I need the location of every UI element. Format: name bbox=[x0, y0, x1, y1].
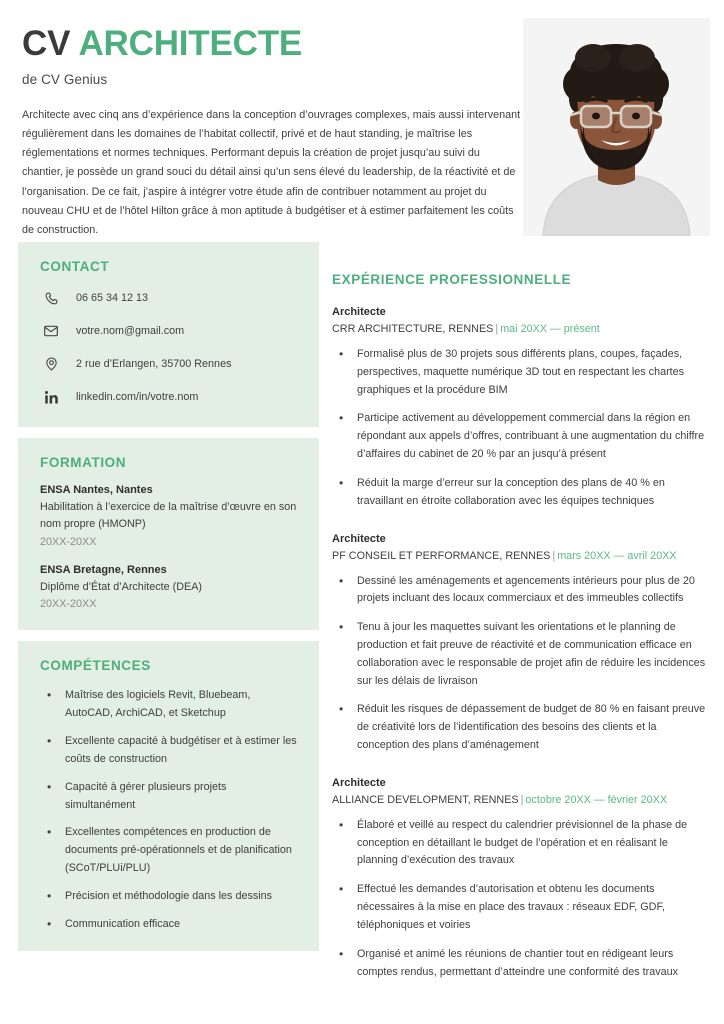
location-pin-icon bbox=[40, 354, 62, 374]
list-item: • Formalisé plus de 30 projets sous différents plans, coupes, façades, perspectives, maquette numérique 3D tout en respectant les chartes graphiques et la procédure BIM bbox=[332, 346, 710, 399]
job-meta bbox=[332, 794, 710, 806]
contact-item-address[interactable] bbox=[40, 354, 299, 374]
formation-panel bbox=[18, 438, 319, 630]
contact-panel-title: CONTACT bbox=[40, 259, 110, 274]
list-item: • Réduit les risques de dépassement de budget de 80 % en faisant preuve de créativité lors de l’identification des besoins des clients et la conception des plans d’aménagement bbox=[332, 701, 710, 754]
contact-item-linkedin[interactable] bbox=[40, 387, 299, 407]
experience-entry bbox=[332, 306, 710, 511]
page-title-second: ARCHITECTE bbox=[78, 24, 303, 63]
sidebar bbox=[18, 242, 319, 962]
list-item: • Excellente capacité à budgétiser et à estimer les coûts de construction bbox=[40, 733, 299, 769]
contact-list bbox=[40, 288, 299, 407]
experience-section bbox=[332, 272, 710, 992]
profile-photo-illustration bbox=[523, 18, 710, 236]
cv-header bbox=[0, 0, 724, 242]
education-dates: 20XX-20XX bbox=[40, 535, 97, 548]
title-block bbox=[22, 26, 522, 87]
page-title bbox=[22, 26, 522, 63]
job-meta bbox=[332, 550, 710, 562]
experience-section-title: EXPÉRIENCE PROFESSIONNELLE bbox=[332, 272, 572, 287]
competences-panel-title: COMPÉTENCES bbox=[40, 658, 151, 674]
list-item: • Précision et méthodologie dans les dessins bbox=[40, 888, 299, 906]
education-degree: Diplôme d’État d’Architecte (DEA) bbox=[40, 580, 203, 593]
job-company: PF CONSEIL ET PERFORMANCE, RENNES bbox=[332, 549, 551, 562]
envelope-icon bbox=[40, 321, 62, 341]
list-item: • Maîtrise des logiciels Revit, Bluebeam, AutoCAD, ArchiCAD, et Sketchup bbox=[40, 687, 299, 723]
contact-value-phone: 06 65 34 12 13 bbox=[76, 291, 149, 304]
formation-panel-title: FORMATION bbox=[40, 455, 127, 470]
list-item: • Élaboré et veillé au respect du calendrier prévisionnel de la phase de conception en détaillant le budget de l’opération et en réalisant le planning d’exécution des travaux bbox=[332, 817, 710, 870]
job-separator: | bbox=[520, 793, 524, 806]
job-bullets bbox=[332, 573, 710, 755]
list-item: • Capacité à gérer plusieurs projets simultanément bbox=[40, 779, 299, 815]
job-dates: mars 20XX — avril 20XX bbox=[557, 549, 677, 562]
page-subtitle: de CV Genius bbox=[22, 71, 108, 87]
job-dates: mai 20XX — présent bbox=[500, 323, 600, 335]
competences-list bbox=[40, 687, 299, 933]
list-item: • Organisé et animé les réunions de chantier tout en rédigeant leurs comptes rendus, permettant d’atteindre une conformité des travaux bbox=[332, 946, 710, 982]
cv-body bbox=[0, 242, 724, 1024]
list-item: • Dessiné les aménagements et agencements intérieurs pour plus de 20 projets incluant des locaux commerciaux et des immeubles collectifs bbox=[332, 573, 710, 609]
list-item: • Tenu à jour les maquettes suivant les orientations et le planning de production et fait preuve de réactivité et de communication efficace en collaboration avec le responsable de projet afin de réduire les incidences sur les délais de livraison bbox=[332, 619, 710, 690]
contact-value-linkedin: linkedin.com/in/votre.nom bbox=[76, 390, 199, 403]
profile-photo bbox=[523, 18, 710, 236]
list-item: • Excellentes compétences en production de documents pré-opérationnels et de planification (SCoT/PLUi/PLU) bbox=[40, 824, 299, 877]
competences-panel bbox=[18, 641, 319, 951]
experience-entry bbox=[332, 777, 710, 982]
job-title: Architecte bbox=[332, 306, 386, 318]
education-school: ENSA Nantes, Nantes bbox=[40, 484, 153, 496]
education-entry bbox=[40, 484, 299, 548]
contact-panel bbox=[18, 242, 319, 427]
page-title-first: CV bbox=[22, 24, 71, 63]
experience-entry bbox=[332, 533, 710, 755]
contact-value-address: 2 rue d’Erlangen, 35700 Rennes bbox=[76, 357, 232, 370]
list-item: • Participe activement au développement commercial dans la région en répondant aux appels d’offres, contribuant à une augmentation du chiffre d’affaires du cabinet de 20 % par an jusqu’à présent bbox=[332, 410, 710, 463]
job-separator: | bbox=[495, 323, 499, 335]
education-degree: Habilitation à l’exercice de la maîtrise d’œuvre en son nom propre (HMONP) bbox=[40, 501, 297, 531]
job-bullets bbox=[332, 817, 710, 982]
contact-item-phone[interactable] bbox=[40, 288, 299, 308]
job-dates: octobre 20XX — février 20XX bbox=[525, 793, 668, 806]
profile-summary: Architecte avec cinq ans d’expérience dans la conception d’ouvrages complexes, mais aussi intervenant régulièrement dans les domaines de l’habitat collectif, privé et de haut standing, je maîtrise les réglementations et normes techniques. Performant depuis la création de projet jusqu’au suivi du chantier, je possède un grand souci du détail ainsi qu’un sens élevé du leadership, de la réactivité et de l’organisation. De ce fait, j’aspire à intégrer votre étude afin de contribuer notamment au projet du nouveau CHU et de l’hôtel Hilton grâce à mon aptitude à budgétiser et à estimer parfaitement les coûts de construction. bbox=[22, 108, 521, 236]
job-bullets bbox=[332, 346, 710, 511]
list-item: • Réduit la marge d’erreur sur la conception des plans de 40 % en travaillant en étroite collaboration avec les équipes techniques bbox=[332, 475, 710, 511]
job-title: Architecte bbox=[332, 532, 386, 545]
job-meta bbox=[332, 323, 710, 335]
list-item: • Communication efficace bbox=[40, 916, 299, 934]
job-company: CRR ARCHITECTURE, RENNES bbox=[332, 323, 494, 335]
job-separator: | bbox=[552, 549, 556, 562]
education-entry bbox=[40, 564, 299, 610]
education-dates: 20XX-20XX bbox=[40, 598, 97, 611]
job-title: Architecte bbox=[332, 776, 386, 789]
list-item: • Effectué les demandes d’autorisation et obtenu les documents nécessaires à la mise en place des travaux : réseaux EDF, GDF, téléphoniques et voiries bbox=[332, 881, 710, 934]
linkedin-icon bbox=[40, 387, 62, 407]
job-company: ALLIANCE DEVELOPMENT, RENNES bbox=[332, 793, 519, 806]
contact-value-email: votre.nom@gmail.com bbox=[76, 324, 185, 337]
contact-item-email[interactable] bbox=[40, 321, 299, 341]
education-school: ENSA Bretagne, Rennes bbox=[40, 563, 167, 576]
phone-icon bbox=[40, 288, 62, 308]
